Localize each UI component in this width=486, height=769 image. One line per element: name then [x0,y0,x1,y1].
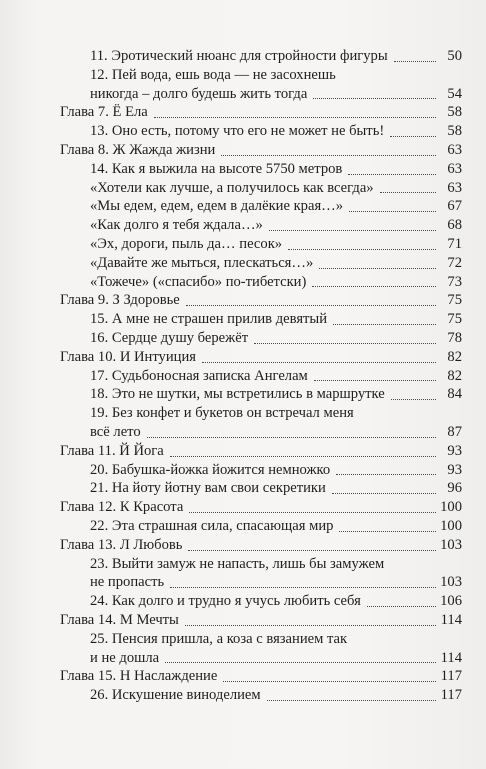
entry-title: 20. Бабушка-йожка йожится немножко [90,461,331,478]
dot-leader [367,606,436,607]
entry-title: 18. Это не шутки, мы встретились в маршрутке [90,386,385,403]
toc-entry [60,197,462,216]
entry-title: 16. Сердце душу бережёт [90,329,249,346]
toc-chapter-entry [60,536,462,555]
toc-entry [60,423,462,442]
entry-title: «Давайте же мыться, плескаться…» [90,254,314,271]
toc-entry [60,235,462,254]
toc-entry [60,310,462,329]
toc-chapter-entry [60,141,462,160]
dot-leader [154,117,436,118]
toc-chapter-entry [60,667,462,686]
chapter-title: Глава 13. Л Любовь [60,536,183,553]
entry-title: 26. Искушение виноделием [90,687,261,704]
dot-leader [223,681,436,682]
toc-entry [60,649,462,668]
page-number: 75 [447,311,462,328]
page-number: 114 [440,611,462,628]
dot-leader [288,249,436,250]
dot-leader [165,662,436,663]
toc-entry [60,273,462,292]
page-number: 82 [447,348,462,365]
toc-entry [60,573,462,592]
dot-leader [314,380,436,381]
page-number: 68 [447,217,462,234]
toc-entry [60,630,462,649]
entry-title: 24. Как долго и трудно я учусь любить себя [90,593,361,610]
chapter-title: Глава 11. Й Йога [60,442,164,459]
entry-title: «Тожече» («спасибо» по-тибетски) [90,273,307,290]
entry-title: 14. Как я выжила на высоте 5750 метров [90,160,343,177]
entry-title: «Мы едем, едем, едем в далёкие края…» [90,198,344,215]
dot-leader [339,531,436,532]
entry-title: 22. Эта страшная сила, спасающая мир [90,517,334,534]
toc-entry [60,85,462,104]
dot-leader [254,343,436,344]
dot-leader [147,437,436,438]
dot-leader [394,61,436,62]
dot-leader [380,192,436,193]
chapter-title: Глава 9. З Здоровье [60,292,180,309]
chapter-title: Глава 8. Ж Жажда жизни [60,141,216,158]
toc-entry [60,461,462,480]
page-number: 63 [447,141,462,158]
page-number: 84 [447,386,462,403]
dot-leader [313,98,436,99]
dot-leader [348,174,436,175]
toc-entry [60,122,462,141]
page-number: 75 [447,292,462,309]
dot-leader [188,550,436,551]
page-number: 106 [440,593,462,610]
entry-title: 21. На йоту йотну вам свои секретики [90,480,326,497]
dot-leader [221,155,436,156]
entry-title: 13. Оно есть, потому что его не может не быть! [90,123,385,140]
toc-entry [60,555,462,574]
toc-entry [60,385,462,404]
entry-title: всё лето [90,423,141,440]
entry-title: «Эх, дороги, пыль да… песок» [90,235,283,252]
page-number: 103 [440,574,462,591]
page-number: 78 [447,329,462,346]
entry-title: и не дошла [90,649,160,666]
entry-title: «Хотели как лучше, а получилось как всегда» [90,179,374,196]
page-number: 63 [447,160,462,177]
dot-leader [332,493,436,494]
page-number: 58 [447,104,462,121]
page-number: 63 [447,179,462,196]
dot-leader [186,305,436,306]
entry-title: 11. Эротический нюанс для стройности фигуры [90,48,388,64]
entry-title: 15. А мне не страшен прилив девятый [90,311,328,328]
toc-chapter-entry [60,498,462,517]
page-number: 93 [447,461,462,478]
dot-leader [390,136,436,137]
dot-leader [185,625,436,626]
page-number: 100 [440,517,462,534]
table-of-contents [60,47,462,705]
toc-entry [60,179,462,198]
entry-title: 23. Выйти замуж не напасть, лишь бы замужем [90,555,385,572]
toc-chapter-entry [60,348,462,367]
dot-leader [349,211,436,212]
page-number: 96 [447,480,462,497]
page-number: 58 [447,123,462,140]
dot-leader [336,474,436,475]
toc-entry [60,479,462,498]
entry-title: не пропасть [90,574,165,591]
page-number: 87 [447,423,462,440]
toc-entry [60,254,462,273]
chapter-title: Глава 10. И Интуиция [60,348,196,365]
page-number: 82 [447,367,462,384]
entry-title: 12. Пей вода, ешь вода — не засохнешь [90,66,336,83]
dot-leader [391,399,436,400]
page-number: 117 [440,687,462,704]
chapter-title: Глава 7. Ё Ела [60,104,148,121]
dot-leader [202,362,436,363]
page-number: 50 [447,48,462,64]
toc-entry [60,66,462,85]
page-number: 73 [447,273,462,290]
page-number: 100 [440,499,462,516]
entry-title: 25. Пенсия пришла, а коза с вязанием так [90,630,348,647]
dot-leader [170,456,436,457]
chapter-title: Глава 14. М Мечты [60,611,179,628]
page-number: 72 [447,254,462,271]
toc-chapter-entry [60,103,462,122]
entry-title: 19. Без конфет и букетов он встречал меня [90,405,354,422]
toc-entry [60,592,462,611]
dot-leader [333,324,436,325]
dot-leader [267,700,436,701]
chapter-title: Глава 12. К Красота [60,499,184,516]
dot-leader [269,230,436,231]
page-number: 117 [440,668,462,685]
toc-entry [60,686,462,705]
toc-chapter-entry [60,611,462,630]
dot-leader [189,512,436,513]
toc-chapter-entry [60,291,462,310]
dot-leader [319,268,436,269]
toc-entry [60,216,462,235]
page-number: 67 [447,198,462,215]
toc-entry [60,367,462,386]
page-number: 93 [447,442,462,459]
entry-title: никогда – долго будешь жить тогда [90,85,308,102]
page-number: 71 [447,235,462,252]
chapter-title: Глава 15. Н Наслаждение [60,668,218,685]
dot-leader [170,587,436,588]
dot-leader [312,286,436,287]
page-number: 103 [440,536,462,553]
toc-chapter-entry [60,442,462,461]
page-number: 54 [447,85,462,102]
toc-entry [60,404,462,423]
toc-entry [60,47,462,66]
entry-title: «Как долго я тебя ждала…» [90,217,263,234]
toc-entry [60,160,462,179]
page-number: 114 [440,649,462,666]
toc-entry [60,329,462,348]
toc-entry [60,517,462,536]
entry-title: 17. Судьбоносная записка Ангелам [90,367,308,384]
